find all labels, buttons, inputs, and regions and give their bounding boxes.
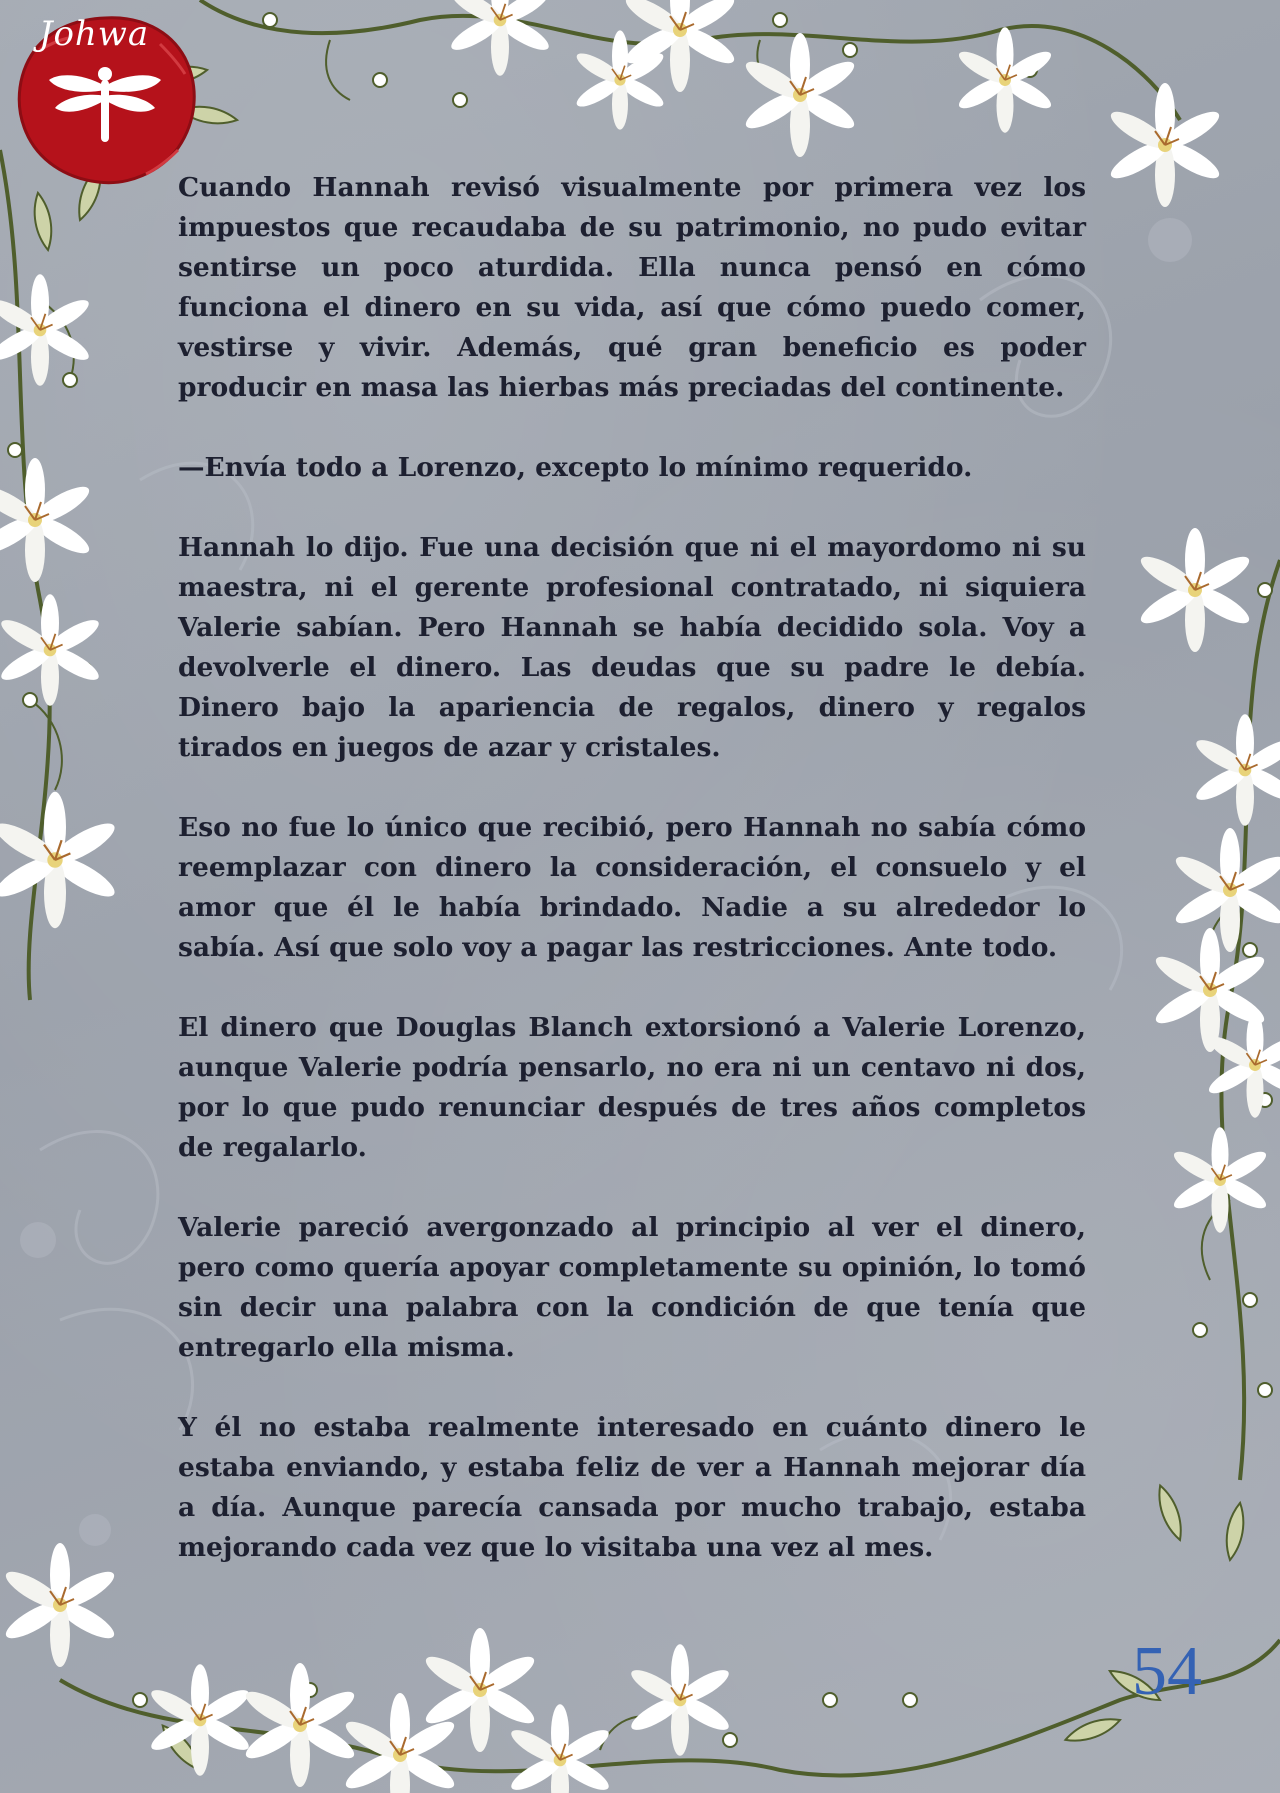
paragraph-2: —Envía todo a Lorenzo, excepto lo mínimo requerido. — [178, 452, 973, 483]
page-number: 54 — [1132, 1633, 1202, 1710]
paragraph-7: Y él no estaba realmente interesado en cuánto dinero le estaba enviando, y estaba feliz de ver a Hannah mejorar día a día. Aunque parecía cansada por mucho trabajo, estaba mejorando cada vez que lo visitaba una vez al mes. — [178, 1412, 1086, 1563]
dragonfly-icon — [45, 62, 165, 152]
chapter-text — [178, 168, 1086, 1608]
logo-text: Johwa — [38, 14, 150, 54]
paragraph-5: El dinero que Douglas Blanch extorsionó a Valerie Lorenzo, aunque Valerie podría pensarlo, no era ni un centavo ni dos, por lo que pudo renunciar después de tres años completos de regalarlo. — [178, 1012, 1086, 1163]
paragraph-1: Cuando Hannah revisó visualmente por primera vez los impuestos que recaudaba de su patrimonio, no pudo evitar sentirse un poco aturdida. Ella nunca pensó en cómo funciona el dinero en su vida, así que cómo puedo comer, vestirse y vivir. Además, qué gran beneficio es poder producir en masa las hierbas más preciadas del continente. — [178, 172, 1086, 403]
paragraph-3: Hannah lo dijo. Fue una decisión que ni el mayordomo ni su maestra, ni el gerente profesional contratado, ni siquiera Valerie sabían. Pero Hannah se había decidido sola. Voy a devolverle el dinero. Las deudas que su padre le debía. Dinero bajo la apariencia de regalos, dinero y regalos tirados en juegos de azar y cristales. — [178, 532, 1086, 763]
paragraph-4: Eso no fue lo único que recibió, pero Hannah no sabía cómo reemplazar con dinero la consideración, el consuelo y el amor que él le había brindado. Nadie a su alrededor lo sabía. Así que solo voy a pagar las restricciones. Ante todo. — [178, 812, 1086, 963]
paragraph-6: Valerie pareció avergonzado al principio al ver el dinero, pero como quería apoyar completamente su opinión, lo tomó sin decir una palabra con la condición de que tenía que entregarlo ella misma. — [178, 1212, 1086, 1363]
